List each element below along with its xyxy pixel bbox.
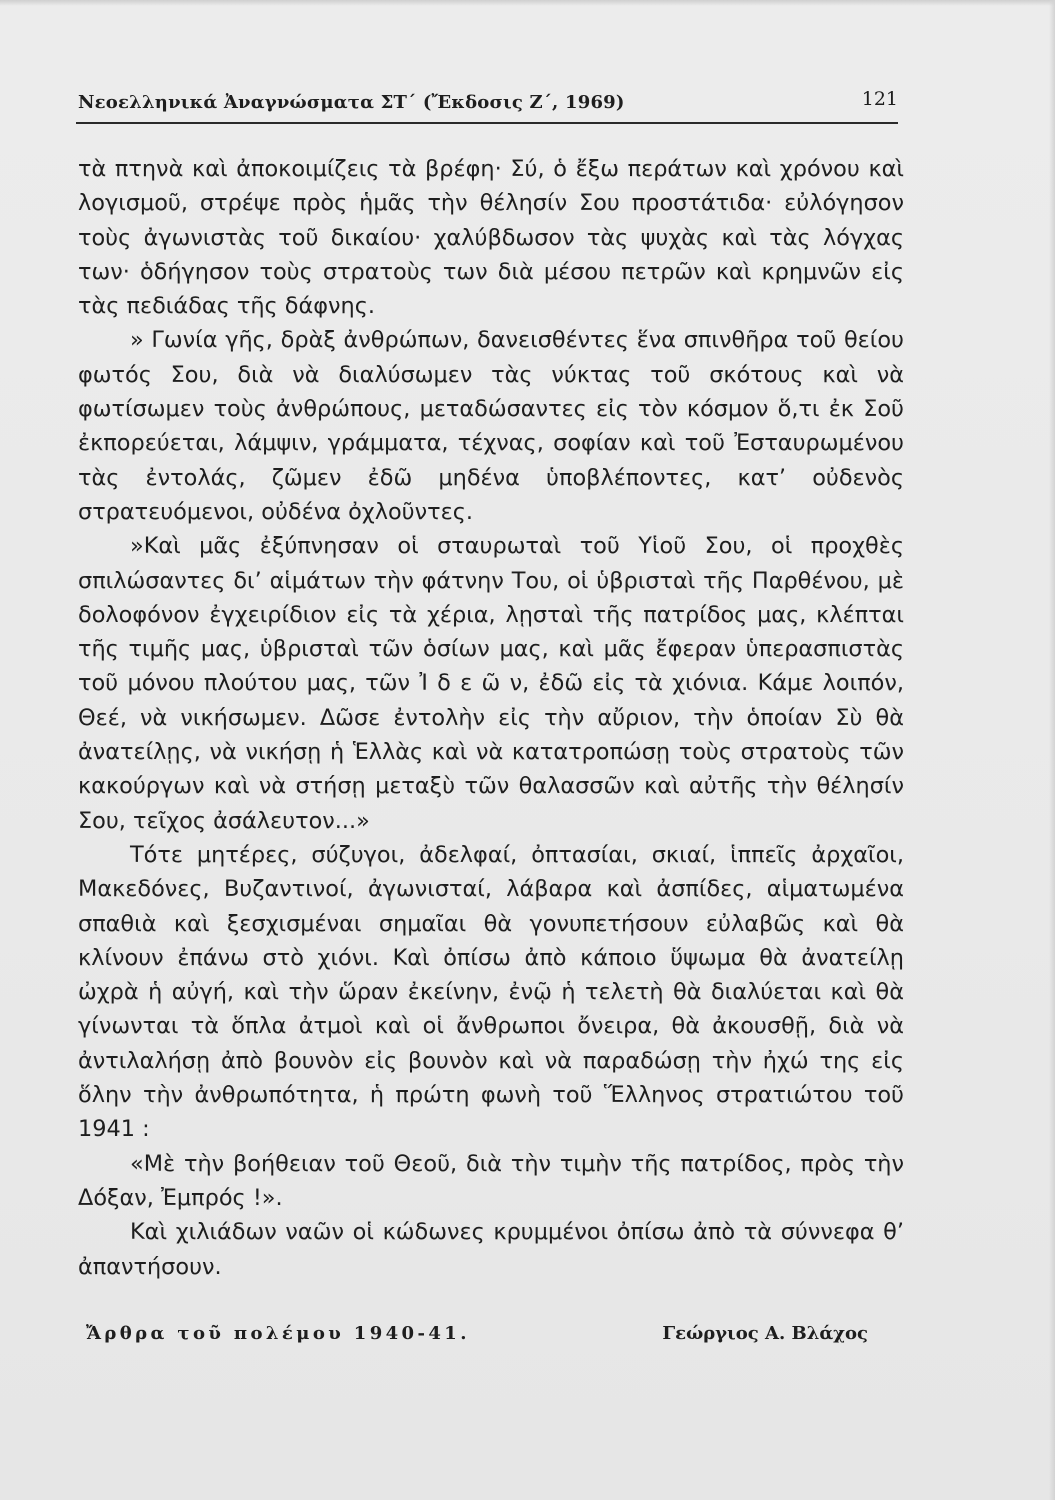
article-body (78, 152, 904, 1284)
paragraph-3: »Καὶ μᾶς ἐξύπνησαν οἱ σταυρωταὶ τοῦ Υἱοῦ Σου, οἱ προχθὲς σπιλώσαντες δι’ αἱμάτων τὴν φάτνην Του, οἱ ὑβρισταὶ τῆς Παρθένου, μὲ δολοφόνον ἐγχειρίδιον εἰς τὰ χέρια, λῃσταὶ τῆς πατρίδος μας, κλέπται τῆς τιμῆς μας, ὑβρισταὶ τῶν ὁσίων μας, καὶ μᾶς ἔφεραν ὑπερασπιστὰς τοῦ μόνου πλούτου μας, τῶν Ἰ δ ε ῶ ν, ἐδῶ εἰς τὰ χιόνια. Κάμε λοιπόν, Θεέ, νὰ νικήσωμεν. Δῶσε ἐντολὴν εἰς τὴν αὔριον, τὴν ὁποίαν Σὺ θὰ ἀνατείλῃς, νὰ νικήσῃ ἡ Ἑλλὰς καὶ νὰ κατατροπώσῃ τοὺς στρατοὺς τῶν κακούργων καὶ νὰ στήσῃ μεταξὺ τῶν θαλασσῶν καὶ αὐτῆς τὴν θέλησίν Σου, τεῖχος ἀσάλευτον...» (78, 533, 904, 834)
paragraph-4: Τότε μητέρες, σύζυγοι, ἀδελφαί, ὀπτασίαι, σκιαί, ἱππεῖς ἀρχαῖοι, Μακεδόνες, Βυζαντινοί, ἀγωνισταί, λάβαρα καὶ ἀσπίδες, αἱματωμένα σπαθιὰ καὶ ξεσχισμέναι σημαῖαι θὰ γονυπετήσουν εὐλαβῶς καὶ θὰ κλίνουν ἐπάνω στὸ χιόνι. Καὶ ὀπίσω ἀπὸ κάποιο ὕψωμα θὰ ἀνατείλῃ ὠχρὰ ἡ αὐγή, καὶ τὴν ὥραν ἐκείνην, ἐνῷ ἡ τελετὴ θὰ διαλύεται καὶ θὰ γίνωνται τὰ ὅπλα ἀτμοὶ καὶ οἱ ἄνθρωποι ὄνειρα, θὰ ἀκουσθῇ, διὰ νὰ ἀντιλαλήσῃ ἀπὸ βουνὸν εἰς βουνὸν καὶ νὰ παραδώσῃ τὴν ἠχώ της εἰς ὅλην τὴν ἀνθρωπότητα, ἡ πρώτη φωνὴ τοῦ Ἕλληνος στρατιώτου τοῦ 1941 : (78, 841, 904, 1143)
page-right-shadow (1049, 0, 1055, 1500)
paragraph-5: «Μὲ τὴν βοήθειαν τοῦ Θεοῦ, διὰ τὴν τιμὴν τῆς πατρίδος, πρὸς τὴν Δόξαν, Ἐμπρός !». (78, 1150, 904, 1211)
page-number: 121 (861, 88, 898, 110)
running-title: Νεοελληνικά Ἀναγνώσματα ΣΤ΄ (Ἔκδοσις Ζ΄, 1969) (78, 92, 625, 113)
paragraph-1: τὰ πτηνὰ καὶ ἀποκοιμίζεις τὰ βρέφη· Σύ, ὁ ἔξω περάτων καὶ χρόνου καὶ λογισμοῦ, στρέψε πρὸς ἡμᾶς τὴν θέλησίν Σου προστάτιδα· εὐλόγησον τοὺς ἀγωνιστὰς τοῦ δικαίου· χαλύβδωσον τὰς ψυχὰς καὶ τὰς λόγχας των· ὁδήγησον τοὺς στρατοὺς των διὰ μέσου πετρῶν καὶ κρημνῶν εἰς τὰς πεδιάδας τῆς δάφνης. (78, 156, 904, 320)
running-header (76, 88, 898, 124)
source-citation: Ἄρθρα τοῦ πολέμου 1940-41. (86, 1323, 470, 1344)
author-name: Γεώργιος Α. Βλάχος (662, 1323, 868, 1344)
article-footer (86, 1323, 868, 1353)
page-top-shadow (0, 0, 1055, 6)
paragraph-6: Καὶ χιλιάδων ναῶν οἱ κώδωνες κρυμμένοι ὀπίσω ἀπὸ τὰ σύννεφα θ’ ἀπαντήσουν. (78, 1219, 904, 1280)
paragraph-2: » Γωνία γῆς, δρὰξ ἀνθρώπων, δανεισθέντες ἕνα σπινθῆρα τοῦ θείου φωτός Σου, διὰ νὰ διαλύσωμεν τὰς νύκτας τοῦ σκότους καὶ νὰ φωτίσωμεν τοὺς ἀνθρώπους, μεταδώσαντες εἰς τὸν κόσμον ὅ,τι ἐκ Σοῦ ἐκπορεύεται, λάμψιν, γράμματα, τέχνας, σοφίαν καὶ τοῦ Ἐσταυρωμένου τὰς ἐντολάς, ζῶμεν ἐδῶ μηδένα ὑποβλέποντες, κατ’ οὐδενὸς στρατευόμενοι, οὐδένα ὀχλοῦντες. (78, 327, 904, 525)
